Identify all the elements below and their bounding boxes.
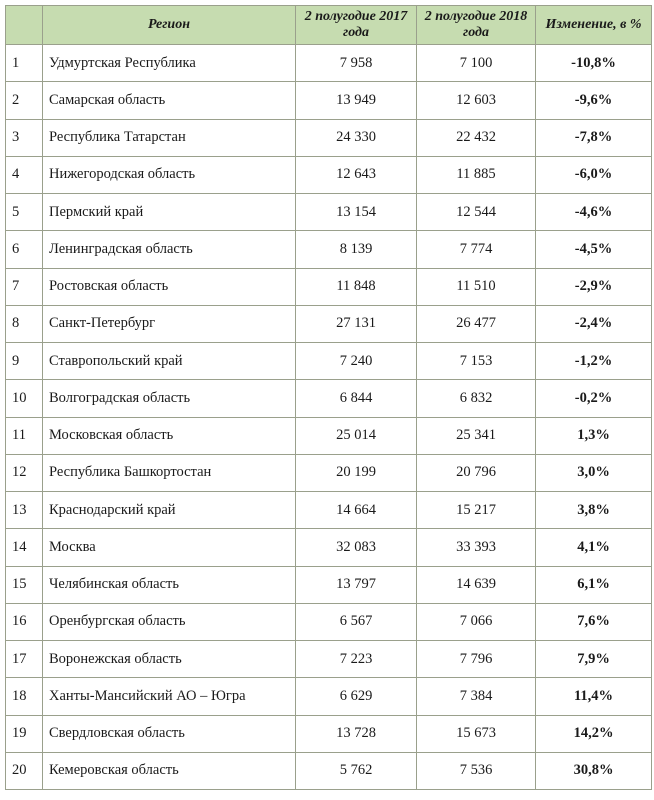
- value-2017: 25 014: [296, 417, 417, 454]
- change-percent: 7,9%: [536, 641, 652, 678]
- row-number: 18: [6, 678, 43, 715]
- value-2018: 7 774: [417, 231, 536, 268]
- value-2018: 7 796: [417, 641, 536, 678]
- value-2017: 5 762: [296, 752, 417, 789]
- region-name: Ростовская область: [43, 268, 296, 305]
- region-comparison-table: [5, 5, 652, 790]
- table-body: [6, 45, 652, 790]
- value-2018: 15 217: [417, 492, 536, 529]
- table-row: [6, 492, 652, 529]
- change-percent: 3,8%: [536, 492, 652, 529]
- table-row: [6, 678, 652, 715]
- header-2018: 2 полугодие 2018 года: [417, 6, 536, 45]
- table-row: [6, 268, 652, 305]
- value-2017: 6 844: [296, 380, 417, 417]
- value-2017: 8 139: [296, 231, 417, 268]
- change-percent: -2,9%: [536, 268, 652, 305]
- value-2017: 7 223: [296, 641, 417, 678]
- row-number: 5: [6, 194, 43, 231]
- row-number: 16: [6, 603, 43, 640]
- change-percent: -4,5%: [536, 231, 652, 268]
- region-name: Самарская область: [43, 82, 296, 119]
- row-number: 12: [6, 454, 43, 491]
- table-row: [6, 752, 652, 789]
- value-2017: 13 728: [296, 715, 417, 752]
- header-2017: 2 полугодие 2017 года: [296, 6, 417, 45]
- region-name: Удмуртская Республика: [43, 45, 296, 82]
- row-number: 1: [6, 45, 43, 82]
- change-percent: 11,4%: [536, 678, 652, 715]
- region-name: Москва: [43, 529, 296, 566]
- row-number: 19: [6, 715, 43, 752]
- change-percent: 3,0%: [536, 454, 652, 491]
- change-percent: 14,2%: [536, 715, 652, 752]
- row-number: 4: [6, 156, 43, 193]
- change-percent: -6,0%: [536, 156, 652, 193]
- value-2018: 33 393: [417, 529, 536, 566]
- header-region: Регион: [43, 6, 296, 45]
- value-2018: 7 066: [417, 603, 536, 640]
- table-row: [6, 715, 652, 752]
- value-2017: 7 958: [296, 45, 417, 82]
- value-2018: 12 544: [417, 194, 536, 231]
- table-row: [6, 380, 652, 417]
- region-name: Пермский край: [43, 194, 296, 231]
- row-number: 7: [6, 268, 43, 305]
- value-2018: 7 153: [417, 343, 536, 380]
- row-number: 6: [6, 231, 43, 268]
- value-2018: 26 477: [417, 305, 536, 342]
- value-2018: 11 510: [417, 268, 536, 305]
- table-row: [6, 343, 652, 380]
- region-name: Республика Башкортостан: [43, 454, 296, 491]
- change-percent: 4,1%: [536, 529, 652, 566]
- region-name: Республика Татарстан: [43, 119, 296, 156]
- table-row: [6, 82, 652, 119]
- table-row: [6, 45, 652, 82]
- value-2018: 14 639: [417, 566, 536, 603]
- table-row: [6, 454, 652, 491]
- value-2017: 12 643: [296, 156, 417, 193]
- change-percent: -1,2%: [536, 343, 652, 380]
- change-percent: -2,4%: [536, 305, 652, 342]
- region-name: Воронежская область: [43, 641, 296, 678]
- value-2017: 32 083: [296, 529, 417, 566]
- value-2018: 11 885: [417, 156, 536, 193]
- table-row: [6, 305, 652, 342]
- table-row: [6, 603, 652, 640]
- table-row: [6, 417, 652, 454]
- value-2018: 7 384: [417, 678, 536, 715]
- region-name: Ставропольский край: [43, 343, 296, 380]
- change-percent: 1,3%: [536, 417, 652, 454]
- region-name: Кемеровская область: [43, 752, 296, 789]
- value-2017: 14 664: [296, 492, 417, 529]
- value-2018: 7 100: [417, 45, 536, 82]
- row-number: 9: [6, 343, 43, 380]
- region-name: Свердловская область: [43, 715, 296, 752]
- value-2017: 13 154: [296, 194, 417, 231]
- header-change: Изменение, в %: [536, 6, 652, 45]
- row-number: 2: [6, 82, 43, 119]
- region-name: Московская область: [43, 417, 296, 454]
- row-number: 17: [6, 641, 43, 678]
- value-2018: 25 341: [417, 417, 536, 454]
- value-2018: 22 432: [417, 119, 536, 156]
- value-2017: 13 797: [296, 566, 417, 603]
- table-row: [6, 641, 652, 678]
- header-num: [6, 6, 43, 45]
- value-2018: 20 796: [417, 454, 536, 491]
- change-percent: -0,2%: [536, 380, 652, 417]
- region-name: Ханты-Мансийский АО – Югра: [43, 678, 296, 715]
- value-2018: 7 536: [417, 752, 536, 789]
- table-row: [6, 194, 652, 231]
- change-percent: 7,6%: [536, 603, 652, 640]
- change-percent: -4,6%: [536, 194, 652, 231]
- region-name: Нижегородская область: [43, 156, 296, 193]
- change-percent: 6,1%: [536, 566, 652, 603]
- value-2017: 13 949: [296, 82, 417, 119]
- header-row: [6, 6, 652, 45]
- change-percent: -7,8%: [536, 119, 652, 156]
- value-2017: 20 199: [296, 454, 417, 491]
- table-row: [6, 529, 652, 566]
- table-header: [6, 6, 652, 45]
- value-2017: 27 131: [296, 305, 417, 342]
- value-2017: 7 240: [296, 343, 417, 380]
- row-number: 13: [6, 492, 43, 529]
- value-2018: 15 673: [417, 715, 536, 752]
- region-name: Волгоградская область: [43, 380, 296, 417]
- change-percent: 30,8%: [536, 752, 652, 789]
- row-number: 14: [6, 529, 43, 566]
- table-row: [6, 119, 652, 156]
- row-number: 11: [6, 417, 43, 454]
- region-name: Санкт-Петербург: [43, 305, 296, 342]
- row-number: 3: [6, 119, 43, 156]
- table-row: [6, 566, 652, 603]
- value-2018: 6 832: [417, 380, 536, 417]
- region-name: Ленинградская область: [43, 231, 296, 268]
- row-number: 15: [6, 566, 43, 603]
- value-2017: 11 848: [296, 268, 417, 305]
- change-percent: -10,8%: [536, 45, 652, 82]
- region-name: Оренбургская область: [43, 603, 296, 640]
- value-2017: 6 567: [296, 603, 417, 640]
- value-2017: 24 330: [296, 119, 417, 156]
- region-name: Челябинская область: [43, 566, 296, 603]
- change-percent: -9,6%: [536, 82, 652, 119]
- table-row: [6, 231, 652, 268]
- table-row: [6, 156, 652, 193]
- row-number: 10: [6, 380, 43, 417]
- value-2018: 12 603: [417, 82, 536, 119]
- row-number: 8: [6, 305, 43, 342]
- row-number: 20: [6, 752, 43, 789]
- region-name: Краснодарский край: [43, 492, 296, 529]
- value-2017: 6 629: [296, 678, 417, 715]
